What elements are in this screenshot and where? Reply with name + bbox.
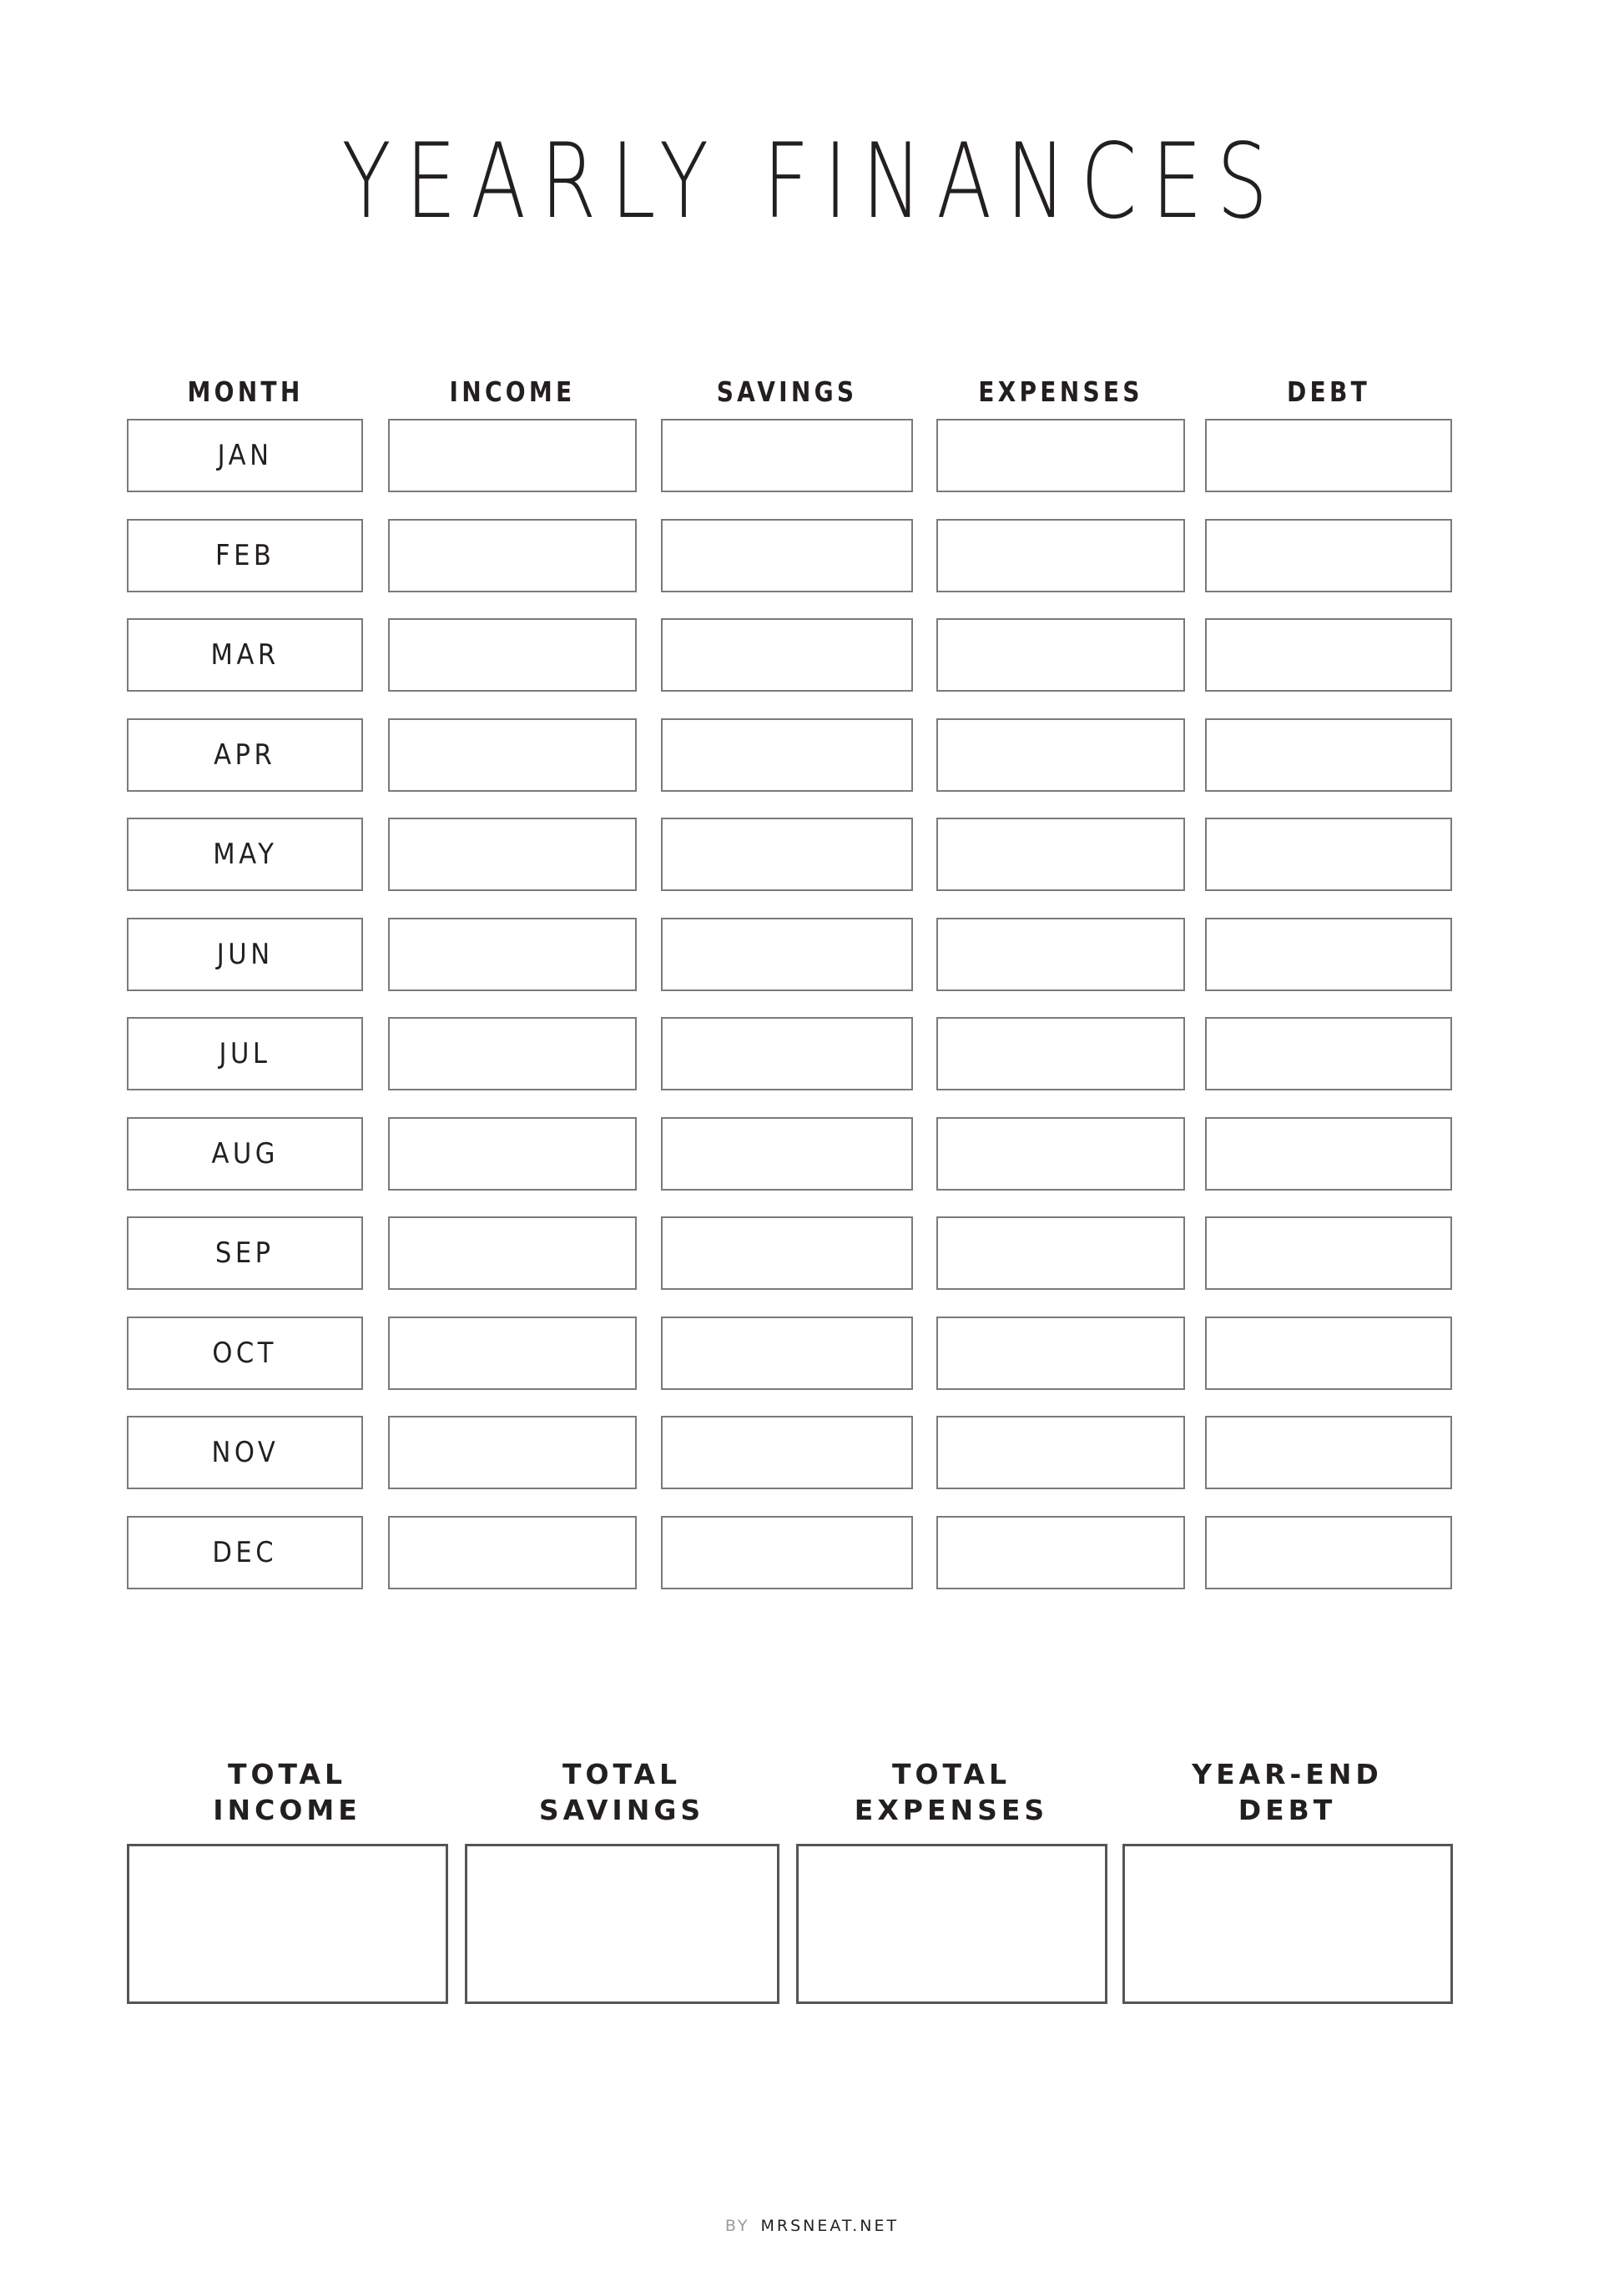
debt-field-jul[interactable] (1205, 1017, 1452, 1090)
total-expenses-line2: EXPENSES (854, 1794, 1049, 1826)
debt-field-dec[interactable] (1205, 1516, 1452, 1589)
expenses-field-mar[interactable] (936, 618, 1185, 692)
month-label-text: JUN (216, 938, 274, 971)
month-label-jul (127, 1017, 363, 1090)
savings-field-jul[interactable] (661, 1017, 913, 1090)
debt-field-mar[interactable] (1205, 618, 1452, 692)
expenses-field-oct[interactable] (936, 1317, 1185, 1390)
total-income-line2: INCOME (213, 1794, 361, 1826)
total-income-label (127, 1756, 447, 1828)
income-field-apr[interactable] (388, 718, 637, 792)
expenses-field-feb[interactable] (936, 519, 1185, 592)
total-expenses-box[interactable] (796, 1844, 1107, 2004)
expenses-field-sep[interactable] (936, 1216, 1185, 1290)
savings-field-nov[interactable] (661, 1416, 913, 1489)
total-savings-box[interactable] (465, 1844, 779, 2004)
debt-field-jan[interactable] (1205, 419, 1452, 492)
page-title: YEARLY FINANCES (341, 122, 1283, 242)
savings-field-may[interactable] (661, 818, 913, 891)
savings-field-dec[interactable] (661, 1516, 913, 1589)
savings-field-mar[interactable] (661, 618, 913, 692)
month-label-oct (127, 1317, 363, 1390)
income-field-mar[interactable] (388, 618, 637, 692)
expenses-field-may[interactable] (936, 818, 1185, 891)
month-label-jan (127, 419, 363, 492)
year-end-debt-line1: YEAR-END (1192, 1758, 1383, 1790)
column-header-month: MONTH (187, 375, 304, 408)
total-savings-line2: SAVINGS (538, 1794, 705, 1826)
savings-field-oct[interactable] (661, 1317, 913, 1390)
month-label-feb (127, 519, 363, 592)
savings-field-jun[interactable] (661, 918, 913, 991)
month-label-dec (127, 1516, 363, 1589)
month-label-text: AUG (211, 1137, 279, 1171)
income-field-dec[interactable] (388, 1516, 637, 1589)
footer-by: BY (724, 2217, 750, 2235)
debt-field-sep[interactable] (1205, 1216, 1452, 1290)
expenses-field-jul[interactable] (936, 1017, 1185, 1090)
column-header-expenses: EXPENSES (978, 375, 1143, 408)
debt-field-may[interactable] (1205, 818, 1452, 891)
year-end-debt-label (1122, 1756, 1452, 1828)
month-label-may (127, 818, 363, 891)
income-field-may[interactable] (388, 818, 637, 891)
income-field-nov[interactable] (388, 1416, 637, 1489)
savings-field-sep[interactable] (661, 1216, 913, 1290)
expenses-field-jan[interactable] (936, 419, 1185, 492)
month-label-aug (127, 1117, 363, 1191)
month-label-text: OCT (212, 1337, 278, 1370)
column-header-savings: SAVINGS (716, 375, 858, 408)
year-end-debt-line2: DEBT (1238, 1794, 1337, 1826)
month-label-mar (127, 618, 363, 692)
expenses-field-apr[interactable] (936, 718, 1185, 792)
income-field-sep[interactable] (388, 1216, 637, 1290)
total-income-box[interactable] (127, 1844, 448, 2004)
income-field-feb[interactable] (388, 519, 637, 592)
income-field-oct[interactable] (388, 1317, 637, 1390)
expenses-field-jun[interactable] (936, 918, 1185, 991)
total-savings-line1: TOTAL (562, 1758, 682, 1790)
month-label-text: JUL (219, 1037, 271, 1070)
month-label-text: MAR (210, 638, 280, 672)
expenses-field-nov[interactable] (936, 1416, 1185, 1489)
month-label-nov (127, 1416, 363, 1489)
year-end-debt-box[interactable] (1122, 1844, 1453, 2004)
month-label-text: APR (214, 738, 276, 772)
month-label-text: MAY (212, 838, 278, 871)
month-label-text: FEB (214, 539, 275, 572)
savings-field-aug[interactable] (661, 1117, 913, 1191)
income-field-aug[interactable] (388, 1117, 637, 1191)
month-label-text: DEC (212, 1536, 278, 1569)
month-label-text: JAN (217, 439, 273, 472)
total-expenses-label (796, 1756, 1107, 1828)
footer-credit (0, 2217, 1624, 2235)
savings-field-feb[interactable] (661, 519, 913, 592)
month-label-sep (127, 1216, 363, 1290)
income-field-jan[interactable] (388, 419, 637, 492)
month-label-jun (127, 918, 363, 991)
total-income-line1: TOTAL (227, 1758, 347, 1790)
debt-field-oct[interactable] (1205, 1317, 1452, 1390)
debt-field-aug[interactable] (1205, 1117, 1452, 1191)
column-header-debt: DEBT (1287, 375, 1370, 408)
debt-field-nov[interactable] (1205, 1416, 1452, 1489)
expenses-field-aug[interactable] (936, 1117, 1185, 1191)
month-label-text: SEP (215, 1236, 275, 1270)
income-field-jul[interactable] (388, 1017, 637, 1090)
month-label-apr (127, 718, 363, 792)
column-header-income: INCOME (449, 375, 576, 408)
total-savings-label (465, 1756, 779, 1828)
debt-field-feb[interactable] (1205, 519, 1452, 592)
debt-field-apr[interactable] (1205, 718, 1452, 792)
total-expenses-line1: TOTAL (891, 1758, 1011, 1790)
footer-brand: MRSNEAT.NET (760, 2217, 900, 2235)
savings-field-jan[interactable] (661, 419, 913, 492)
month-label-text: NOV (211, 1436, 279, 1469)
income-field-jun[interactable] (388, 918, 637, 991)
savings-field-apr[interactable] (661, 718, 913, 792)
expenses-field-dec[interactable] (936, 1516, 1185, 1589)
debt-field-jun[interactable] (1205, 918, 1452, 991)
